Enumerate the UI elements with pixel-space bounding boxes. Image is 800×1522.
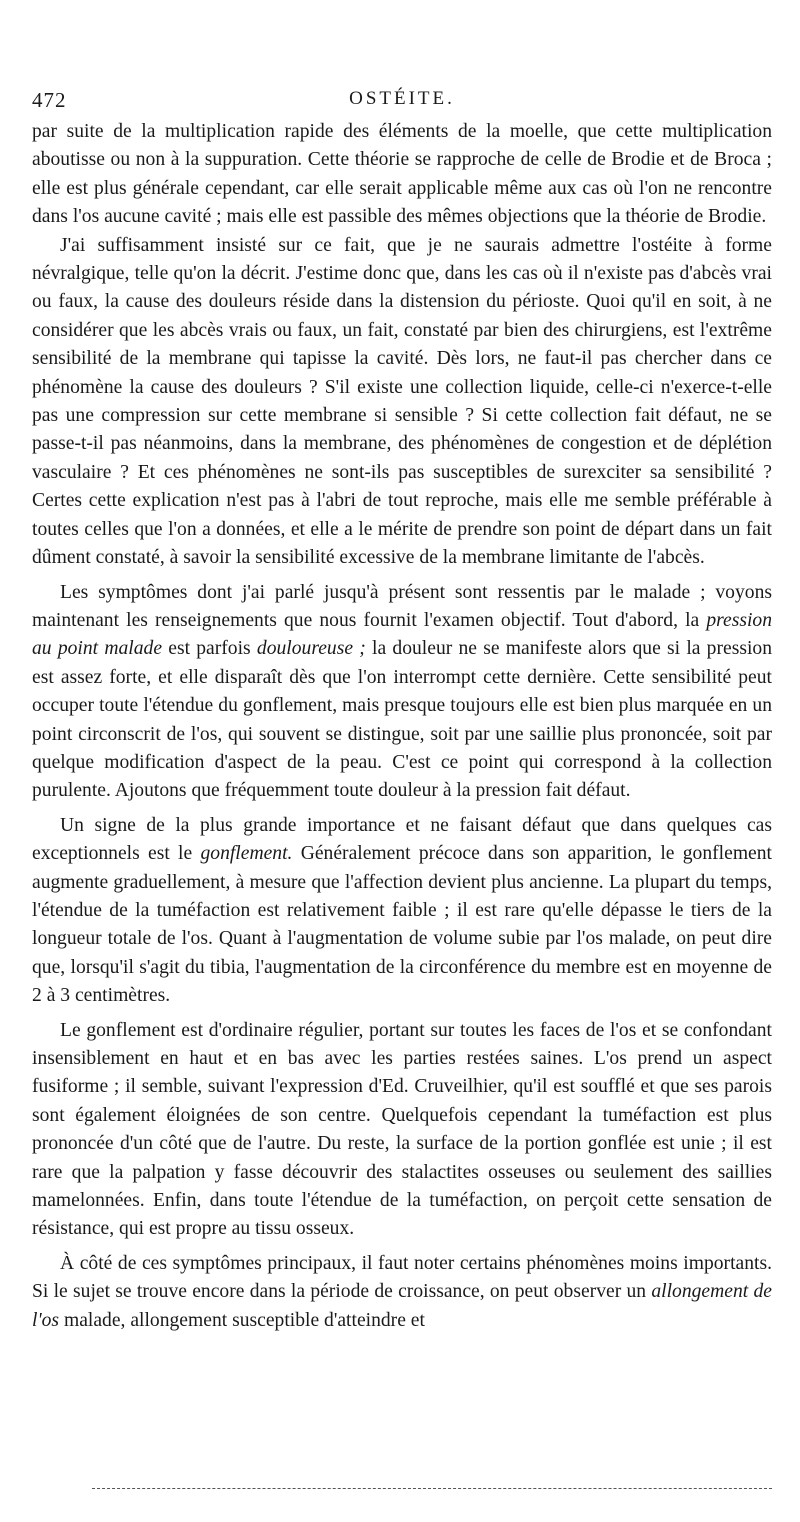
paragraph-continuation: par suite de la multiplication rapide des éléments de la moelle, que cette multiplication aboutisse ou non à la suppuration. Cette théorie se rapproche de celle de Brodie et de Broca ; elle est plus générale cependant, car elle serait applicable même aux cas où l'on ne rencontre dans l'os aucune cavité ; mais elle est passible des mêmes objections que la théorie de Brodie. [32,121,772,228]
running-title: OSTÉITE. [349,88,455,109]
paragraph-swelling: Un signe de la plus grande importance et ne faisant défaut que dans quelques cas exceptionnels est le gonflement. Généralement précoce dans son apparition, le gonflement augmente graduellement, à mesure que l'affection devient plus ancienne. La plupart du temps, l'étendue de la tuméfaction est relativement faible ; il est rare qu'elle dépasse le tiers de la longueur totale de l'os. Quant à l'augmentation de volume subie par l'os malade, on peut dire que, lorsqu'il s'agit du tibia, l'augmentation de la circonférence du membre est en moyenne de 2 à 3 centimètres. [32,814,772,1007]
footer-dashed-rule [92,1488,772,1489]
italic-term: douloureuse ; [256,638,366,660]
italic-term: gonflement. [200,843,293,865]
paragraph-pressure: Les symptômes dont j'ai parlé jusqu'à présent sont ressentis par le malade ; voyons maintenant les renseignements que nous fournit l'examen objectif. Tout d'abord, la pression au point malade est parfois douloureuse ; la douleur ne se manifeste alors que si la pression est assez forte, et elle disparaît dès que l'on interrompt cette dernière. Cette sensibilité peut occuper toute l'étendue du gonflement, mais presque toujours elle est bien plus marquée en un point circonscrit de l'os, qui souvent se distingue, soit par une saillie plus prononcée, soit par quelque modification d'aspect de la peau. C'est ce point qui correspond à la collection purulente. Ajoutons que fréquemment toute douleur à la pression fait défaut. [32,581,772,802]
paragraph-regular-swelling: Le gonflement est d'ordinaire régulier, portant sur toutes les faces de l'os et se confondant insensiblement en haut et en bas avec les parties restées saines. L'os prend un aspect fusiforme ; il semble, suivant l'expression d'Ed. Cruveilhier, qu'il est soufflé et que ses parois sont également éloignées de son centre. Quelquefois cependant la tuméfaction est plus prononcée d'un côté que de l'autre. Du reste, la surface de la portion gonflée est unie ; il est rare que la palpation y fasse découvrir des stalactites osseuses ou seulement des saillies mamelonnées. Enfin, dans toute l'étendue de la tuméfaction, on perçoit cette sensation de résistance, qui est propre au tissu osseux. [32,1019,772,1240]
italic-term: pression au point malade [32,609,772,660]
italic-term: allongement de l'os [32,1281,772,1331]
book-page [32,78,772,1335]
page-header [32,78,772,118]
paragraph-secondary-symptoms: À côté de ces symptômes principaux, il faut noter certains phénomènes moins importants. Si le sujet se trouve encore dans la période de croissance, on peut observer un allongement de l'os malade, allongement susceptible d'atteindre et [32,1252,772,1331]
page-number: 472 [32,88,67,112]
paragraph-sensitivity: J'ai suffisamment insisté sur ce fait, que je ne saurais admettre l'ostéite à forme névralgique, telle qu'on la décrit. J'estime donc que, dans les cas où il n'existe pas d'abcès vrai ou faux, la cause des douleurs réside dans la distension du périoste. Quoi qu'il en soit, à ne considérer que les abcès vrais ou faux, un fait, constaté par bien des chirurgiens, est l'extrême sensibilité de la membrane qui tapisse la cavité. Dès lors, ne faut-il pas chercher dans ce phénomène la cause des douleurs ? S'il existe une collection liquide, celle-ci n'exerce-t-elle pas une compression sur cette membrane si sensible ? Si cette collection fait défaut, ne se passe-t-il pas néanmoins, dans la membrane, des phénomènes de congestion et de déplétion vasculaire ? Et ces phénomènes ne sont-ils pas susceptibles de surexciter sa sensibilité ? Certes cette explication n'est pas à l'abri de tout reproche, mais elle me semble préférable à toutes celles que l'on a données, et elle a le mérite de prendre son point de départ dans un fait dûment constaté, à savoir la sensibilité excessive de la membrane limitante de l'abcès. [32,234,772,569]
